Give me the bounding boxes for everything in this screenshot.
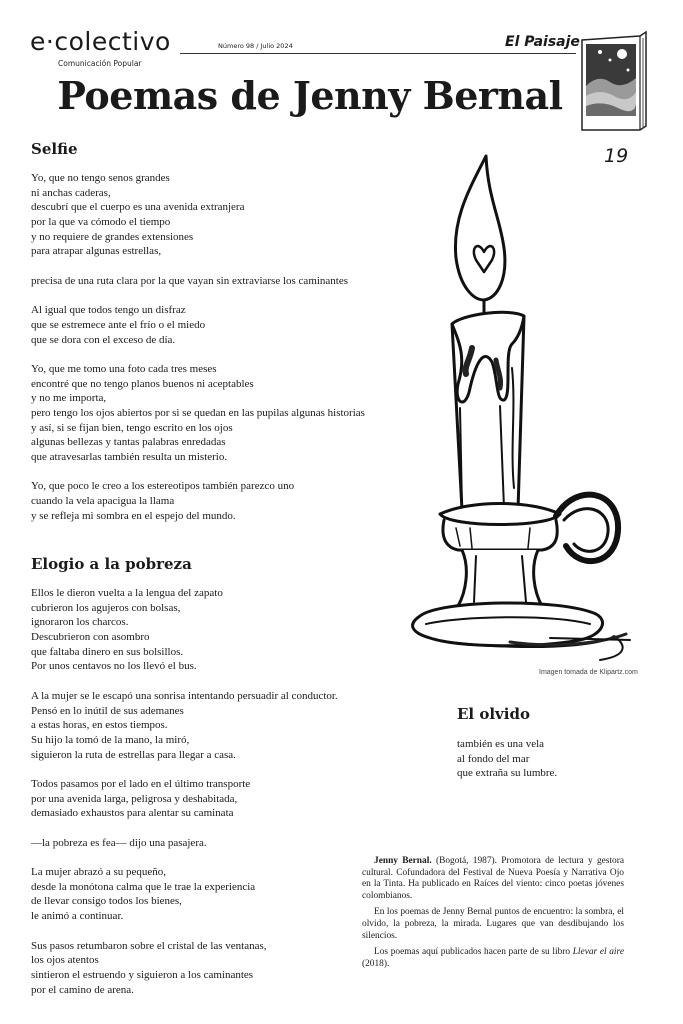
poem-line: siguieron la ruta de estrellas para llegar a casa. <box>31 748 236 761</box>
bio-paragraph: En los poemas de Jenny Bernal puntos de encuentro: la sombra, el olvido, la pobreza, la mirada. Lugares que van desdibujando los silencios. <box>362 907 624 941</box>
poem-line: Ellos le dieron vuelta a la lengua del zapato <box>31 587 223 599</box>
poem-line: que extraña su lumbre. <box>457 767 558 780</box>
poem-line: cubrieron los agujeros con bolsas, <box>31 601 181 614</box>
stanza <box>31 865 338 924</box>
poem-line: Yo, que poco le creo a los estereotipos también parezco uno <box>31 480 295 493</box>
candle-illustration <box>400 148 640 668</box>
poem-line: que faltaba dinero en sus bolsillos. <box>31 645 184 658</box>
bio-text: (2018). <box>362 958 390 969</box>
poem-line: que atravesarlas también resulta un misterio. <box>31 451 228 464</box>
publication-logo <box>30 28 180 56</box>
poem-line: pero tengo los ojos abiertos por si se quedan en las pupilas algunas historias <box>31 407 365 419</box>
poem-line: y no requiere de grandes extensiones <box>31 230 194 243</box>
poem-line: que se estremece ante el frío o el miedo <box>31 318 206 331</box>
bio-text: Los poemas aquí publicados hacen parte de su libro <box>374 947 573 958</box>
stanza <box>31 689 338 762</box>
poem-line: ni anchas caderas, <box>31 186 111 199</box>
poem-body-elogio <box>31 586 338 1012</box>
stanza <box>31 274 365 289</box>
author-name: Jenny Bernal. <box>374 856 432 866</box>
poem-line: Descubrieron con asombro <box>31 631 150 644</box>
poem-line: ignoraron los charcos. <box>31 616 129 629</box>
bio-text: (Bogotá, 1987). Promotora de lectura y gestora cultural. Cofundadora del Festival de Nueva Poesía y Narrativa Ojo en la Tinta. Ha publicado en Raíces del viento: cinco poetas jóvenes colombianos. <box>362 856 625 901</box>
poem-line: y así, si se fijan bien, tengo escrito en los ojos <box>31 421 233 434</box>
poem-line: le animó a continuar. <box>31 910 124 923</box>
poem-line: los ojos atentos <box>31 954 99 967</box>
poem-line: A la mujer se le escapó una sonrisa intentando persuadir al conductor. <box>31 689 338 702</box>
stanza <box>31 171 365 259</box>
author-bio <box>362 856 624 975</box>
stanza <box>31 303 365 347</box>
poem-line: La mujer abrazó a su pequeño, <box>31 866 166 879</box>
poem-line: Yo, que me tomo una foto cada tres meses <box>31 362 217 375</box>
poem-line: precisa de una ruta clara por la que vayan sin extraviarse los caminantes <box>31 274 349 287</box>
poem-line: sintieron el estruendo y siguieron a los caminantes <box>31 968 254 981</box>
page-title: Poemas de Jenny Bernal <box>57 73 563 118</box>
poem-line: Por unos centavos no los llevó el bus. <box>31 660 197 673</box>
poem-line: Al igual que todos tengo un disfraz <box>31 304 186 317</box>
poem-line: Sus pasos retumbaron sobre el cristal de las ventanas, <box>31 939 267 952</box>
poem-line: encontré que no tengo planos buenos ni aceptables <box>31 377 254 390</box>
poem-line: demasiado exhaustos para alentar su caminata <box>31 807 234 820</box>
poem-line: al fondo del mar <box>457 752 530 765</box>
poem-line: por la que va cómodo el tiempo <box>31 216 171 229</box>
section-name: El Paisaje <box>505 34 580 50</box>
poem-line: para atrapar algunas estrellas, <box>31 245 162 258</box>
stanza <box>31 777 338 821</box>
logo-text: e·colectivo <box>30 27 171 56</box>
poem-line: por el camino de arena. <box>31 983 134 996</box>
poem-line: de llevar consigo todos los bienes, <box>31 895 182 908</box>
poem-line: y se refleja mi sombra en el espejo del mundo. <box>31 509 236 522</box>
poem-line: cuando la vela apacigua la llama <box>31 495 175 508</box>
poem-title-elogio: Elogio a la pobreza <box>31 555 192 573</box>
poem-line: y no me importa, <box>31 392 107 405</box>
poem-line: Todos pasamos por el lado en el último transporte <box>31 777 251 790</box>
poem-line: Yo, que no tengo senos grandes <box>31 172 170 184</box>
stanza <box>31 586 338 674</box>
bio-paragraph <box>362 947 624 970</box>
poem-line: algunas bellezas y tantas palabras enredadas <box>31 436 226 449</box>
poem-line: descubrí que el cuerpo es una avenida extranjera <box>31 201 245 214</box>
page-number: 19 <box>604 145 629 167</box>
poem-line: también es una vela <box>457 738 545 750</box>
stanza <box>31 362 365 465</box>
logo-subtitle: Comunicación Popular <box>58 59 142 68</box>
poem-title-olvido: El olvido <box>457 705 530 723</box>
poem-line: por una avenida larga, peligrosa y deshabitada, <box>31 792 238 805</box>
issue-info: Número 98 / Julio 2024 <box>218 42 293 50</box>
image-caption: Imagen tomada de Klipartz.com <box>539 669 638 676</box>
poem-line: que se dora con el exceso de día. <box>31 333 176 346</box>
stanza <box>31 479 365 523</box>
poem-line: desde la monótona calma que le trae la experiencia <box>31 880 256 893</box>
poem-body-selfie <box>31 171 365 538</box>
book-title: Llevar el aire <box>572 947 624 958</box>
poem-line: —la pobreza es fea— dijo una pasajera. <box>31 836 207 849</box>
bio-paragraph <box>362 856 624 902</box>
poem-body-olvido <box>457 737 557 796</box>
poem-line: Su hijo la tomó de la mano, la miró, <box>31 733 190 746</box>
stanza <box>457 737 557 781</box>
poem-title-selfie: Selfie <box>31 140 78 158</box>
header-divider <box>180 53 576 54</box>
poem-line: Pensó en lo inútil de sus ademanes <box>31 704 184 717</box>
stanza <box>31 836 338 851</box>
poem-line: a estas horas, en estos tiempos. <box>31 719 168 732</box>
stanza <box>31 939 338 998</box>
